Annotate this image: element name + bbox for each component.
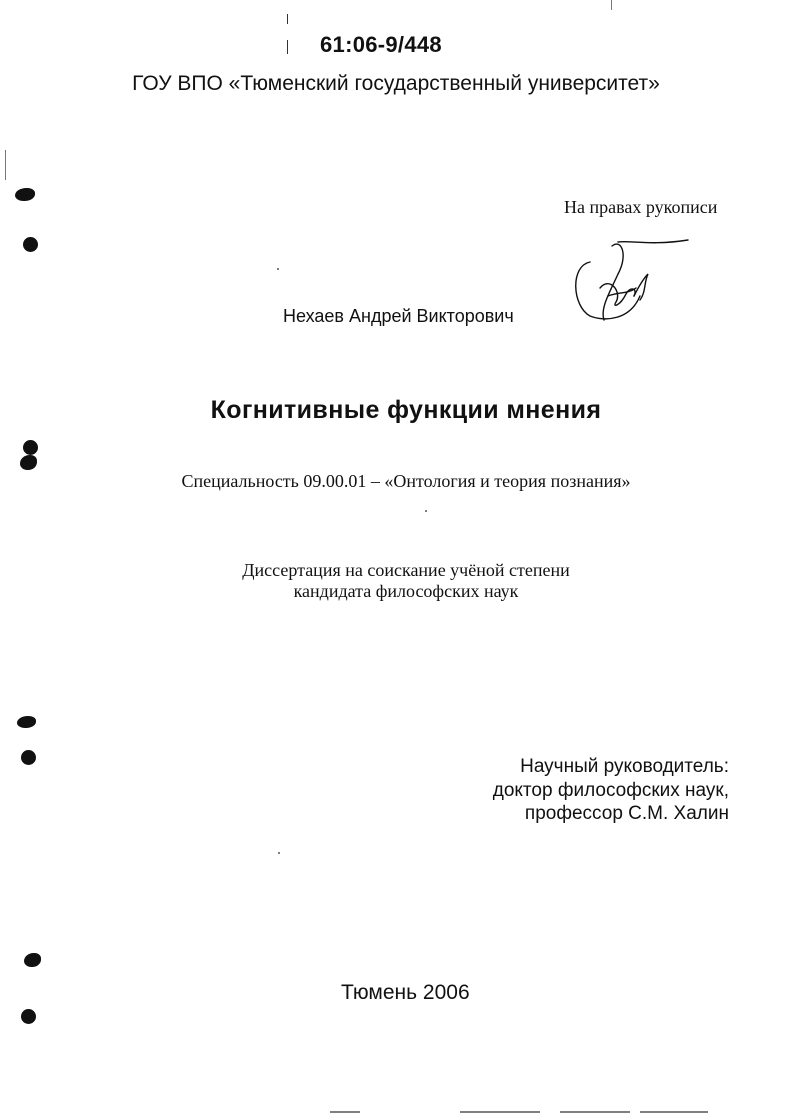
scan-speck [277,268,279,270]
binder-hole-icon [21,750,36,765]
catalog-number: 61:06-9/448 [320,32,442,57]
binder-blot-icon [24,953,41,967]
scan-speck [425,510,427,512]
scan-bottom-edge [330,1110,710,1113]
degree-line: кандидата философских наук [293,581,519,601]
binder-hole-icon [23,237,38,252]
binder-hole-icon [21,1009,36,1024]
handwritten-signature-icon [560,236,695,322]
binder-blot-icon [20,455,37,470]
supervisor-degree: доктор философских наук, [492,780,729,801]
binder-blot-icon [15,188,35,201]
scan-hairline-top-2 [287,40,288,54]
scan-speck [278,852,280,854]
binder-blot-icon [17,716,36,728]
city-year: Тюмень 2006 [341,981,470,1004]
author-name: Нехаев Андрей Викторович [283,306,514,326]
supervisor-label: Научный руководитель: [520,756,729,777]
degree-line: Диссертация на соискание учёной степени [242,560,570,580]
scan-hairline-right [611,0,612,10]
scan-hairline-top [287,14,288,24]
manuscript-note: На правах рукописи [564,197,718,217]
scan-hairline-left [5,150,6,180]
university-name: ГОУ ВПО «Тюменский государственный университет» [132,72,660,95]
binder-hole-icon [23,440,38,455]
specialty-line: Специальность 09.00.01 – «Онтология и теория познания» [181,471,631,491]
dissertation-title: Когнитивные функции мнения [210,396,602,424]
supervisor-name: профессор С.М. Халин [524,803,729,824]
